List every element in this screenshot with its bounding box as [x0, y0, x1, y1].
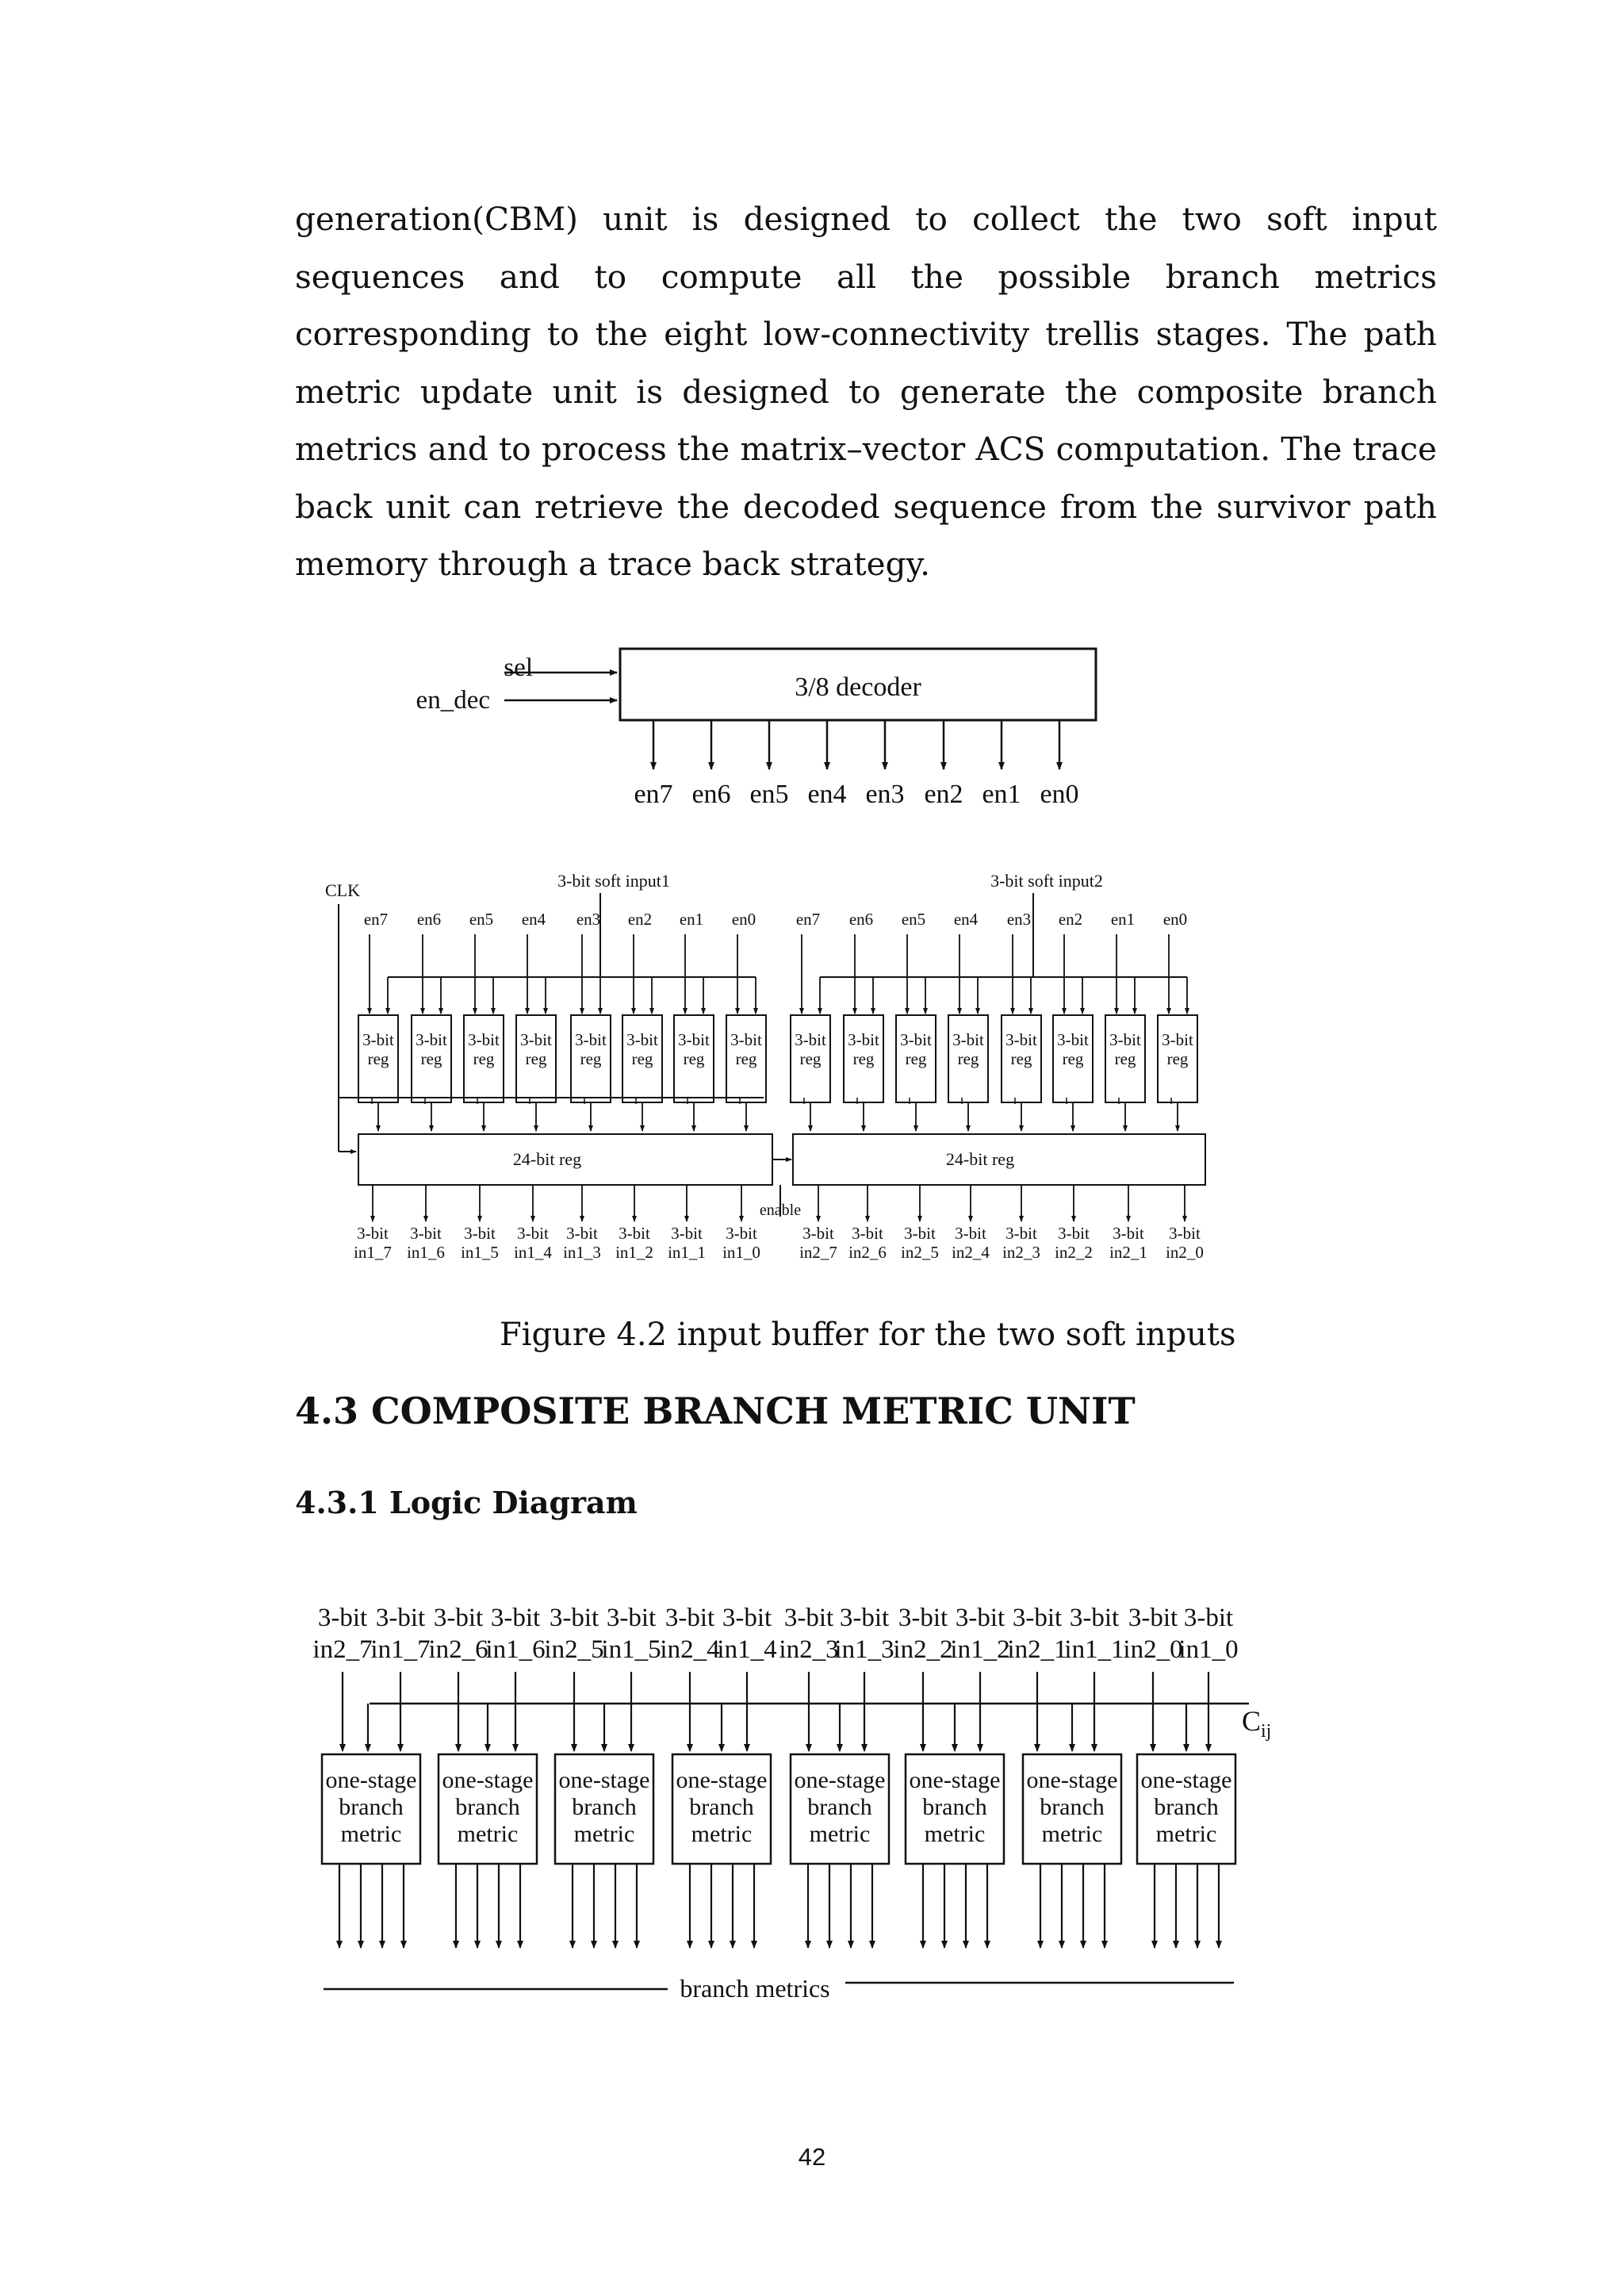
- reg-label-line1: 3-bit: [1109, 1030, 1141, 1049]
- cbm-input-label: in1_0: [1178, 1635, 1239, 1664]
- reg-label-line1: 3-bit: [575, 1030, 607, 1049]
- reg-label-line2: reg: [905, 1049, 927, 1068]
- reg-label-line1: 3-bit: [1005, 1030, 1037, 1049]
- decoder-output-label: en0: [1040, 780, 1079, 809]
- reg-label-line2: reg: [631, 1049, 653, 1068]
- enable-left-label: en6: [416, 910, 442, 929]
- enable-right-label: en3: [1006, 910, 1032, 929]
- cbm-input-label: in1_1: [1064, 1635, 1124, 1664]
- reg-label-line2: reg: [799, 1049, 822, 1068]
- decoder-output-label: en1: [982, 780, 1021, 809]
- reg-label-line2: reg: [1010, 1049, 1032, 1068]
- block-label-line3: metric: [340, 1821, 402, 1847]
- enable-left-label: en1: [679, 910, 704, 929]
- output-prefix: 3-bit: [1169, 1224, 1201, 1243]
- block-label-line3: metric: [457, 1821, 519, 1847]
- output-label-in1: in1_4: [514, 1243, 552, 1262]
- cbm-logic-diagram: [312, 1604, 1271, 2003]
- output-label-in1: in1_2: [615, 1243, 653, 1262]
- 24bit-reg-1-label: 24-bit reg: [512, 1149, 582, 1169]
- branch-metrics-label: branch metrics: [680, 1974, 830, 2003]
- cbm-input-label: in1_7: [370, 1635, 431, 1664]
- block-label-line2: branch: [922, 1794, 987, 1820]
- output-prefix: 3-bit: [1005, 1224, 1037, 1243]
- cbm-input-prefix: 3-bit: [606, 1604, 657, 1632]
- cbm-input-label: in2_1: [1007, 1635, 1067, 1664]
- reg-label-line1: 3-bit: [795, 1030, 826, 1049]
- group1-label: 3-bit soft input1: [557, 871, 670, 891]
- cbm-input-label: in2_3: [779, 1635, 839, 1664]
- block-label-line3: metric: [1155, 1821, 1217, 1847]
- reg-label-line2: reg: [580, 1049, 602, 1068]
- block-label-line2: branch: [689, 1794, 754, 1820]
- reg-label-line2: reg: [525, 1049, 547, 1068]
- block-label-line1: one-stage: [1140, 1767, 1232, 1793]
- block-label-line1: one-stage: [676, 1767, 768, 1793]
- output-prefix: 3-bit: [802, 1224, 834, 1243]
- reg-label-line1: 3-bit: [626, 1030, 658, 1049]
- 24bit-reg-2-label: 24-bit reg: [945, 1149, 1015, 1169]
- cbm-input-label: in2_0: [1123, 1635, 1183, 1664]
- enable-left-label: en3: [576, 910, 601, 929]
- decoder-label: 3/8 decoder: [795, 673, 921, 702]
- reg-label-line2: reg: [1114, 1049, 1136, 1068]
- reg-label-line1: 3-bit: [1057, 1030, 1089, 1049]
- output-prefix: 3-bit: [517, 1224, 549, 1243]
- output-label-in2: in2_5: [901, 1243, 939, 1262]
- cbm-input-prefix: 3-bit: [722, 1604, 772, 1632]
- page-number: 42: [798, 2143, 826, 2171]
- cbm-input-prefix: 3-bit: [1069, 1604, 1120, 1632]
- reg-label-line1: 3-bit: [900, 1030, 932, 1049]
- decoder-output-label: en7: [634, 780, 673, 809]
- reg-label-line2: reg: [473, 1049, 495, 1068]
- block-label-line3: metric: [573, 1821, 635, 1847]
- paragraph-line: corresponding to the eight low-connectivity trellis stages. The path: [295, 315, 1437, 353]
- decoder-output-label: en2: [924, 780, 963, 809]
- output-prefix: 3-bit: [955, 1224, 986, 1243]
- output-label-in2: in2_4: [952, 1243, 990, 1262]
- block-label-line1: one-stage: [558, 1767, 650, 1793]
- cbm-input-label: in1_6: [485, 1635, 546, 1664]
- block-label-line3: metric: [691, 1821, 753, 1847]
- output-label-in2: in2_1: [1109, 1243, 1147, 1262]
- paragraph-line: memory through a trace back strategy.: [295, 545, 930, 583]
- output-label-in1: in1_3: [563, 1243, 601, 1262]
- cij-label: $C_{ij}$: [1242, 1705, 1272, 1742]
- enable-left-label: en2: [627, 910, 653, 929]
- clk-label: CLK: [325, 880, 360, 900]
- cbm-input-prefix: 3-bit: [1183, 1604, 1234, 1632]
- output-label-in2: in2_7: [799, 1243, 837, 1262]
- cbm-input-label: in1_2: [950, 1635, 1010, 1664]
- paragraph-line: metrics and to process the matrix–vector ACS computation. The trace: [295, 430, 1437, 468]
- reg-label-line1: 3-bit: [468, 1030, 500, 1049]
- cbm-input-label: in2_7: [312, 1635, 373, 1664]
- output-prefix: 3-bit: [1058, 1224, 1090, 1243]
- block-label-line2: branch: [807, 1794, 872, 1820]
- cbm-input-prefix: 3-bit: [375, 1604, 426, 1632]
- output-prefix: 3-bit: [464, 1224, 496, 1243]
- cbm-input-label: in1_5: [601, 1635, 661, 1664]
- paragraph-line: back unit can retrieve the decoded sequence from the survivor path: [295, 487, 1437, 526]
- cbm-input-label: in2_6: [428, 1635, 488, 1664]
- section-heading: 4.3 COMPOSITE BRANCH METRIC UNIT: [295, 1389, 1136, 1432]
- enable-right-label: en4: [953, 910, 979, 929]
- block-label-line3: metric: [924, 1821, 986, 1847]
- decoder-output-label: en6: [691, 780, 731, 809]
- cbm-input-label: in1_4: [717, 1635, 777, 1664]
- cbm-input-prefix: 3-bit: [549, 1604, 599, 1632]
- block-label-line3: metric: [1041, 1821, 1103, 1847]
- block-label-line3: metric: [809, 1821, 871, 1847]
- sel-label: sel: [504, 654, 533, 682]
- output-prefix: 3-bit: [671, 1224, 703, 1243]
- output-label-in1: in1_5: [461, 1243, 499, 1262]
- cbm-input-prefix: 3-bit: [839, 1604, 890, 1632]
- enable-left-label: en7: [363, 910, 389, 929]
- cbm-input-label: in2_5: [544, 1635, 604, 1664]
- reg-label-line1: 3-bit: [362, 1030, 394, 1049]
- cbm-input-prefix: 3-bit: [898, 1604, 948, 1632]
- enable-right-label: en0: [1162, 910, 1188, 929]
- block-label-line2: branch: [572, 1794, 637, 1820]
- enable-right-label: en6: [848, 910, 874, 929]
- cbm-input-prefix: 3-bit: [783, 1604, 834, 1632]
- reg-label-line2: reg: [367, 1049, 389, 1068]
- enable-right-label: en5: [901, 910, 926, 929]
- output-label-in1: in1_1: [668, 1243, 706, 1262]
- cbm-input-prefix: 3-bit: [1012, 1604, 1063, 1632]
- figure-caption: Figure 4.2 input buffer for the two soft inputs: [500, 1317, 1236, 1353]
- cbm-input-prefix: 3-bit: [665, 1604, 715, 1632]
- enable-right-label: en1: [1110, 910, 1136, 929]
- reg-label-line2: reg: [735, 1049, 757, 1068]
- paragraph-line: sequences and to compute all the possible branch metrics: [295, 257, 1437, 296]
- block-label-line1: one-stage: [1026, 1767, 1118, 1793]
- output-prefix: 3-bit: [410, 1224, 442, 1243]
- enable-left-label: en0: [731, 910, 756, 929]
- cbm-input-prefix: 3-bit: [433, 1604, 484, 1632]
- cbm-input-label: in2_2: [893, 1635, 953, 1664]
- block-label-line1: one-stage: [794, 1767, 886, 1793]
- paragraph-line: metric update unit is designed to generate the composite branch: [295, 372, 1437, 411]
- reg-label-line1: 3-bit: [678, 1030, 710, 1049]
- enable-right-label: en2: [1058, 910, 1083, 929]
- en-dec-label: en_dec: [416, 686, 490, 715]
- block-label-line2: branch: [1040, 1794, 1105, 1820]
- reg-label-line2: reg: [683, 1049, 705, 1068]
- output-label-in2: in2_0: [1166, 1243, 1204, 1262]
- reg-label-line2: reg: [957, 1049, 979, 1068]
- block-label-line2: branch: [1154, 1794, 1219, 1820]
- reg-label-line1: 3-bit: [952, 1030, 984, 1049]
- output-prefix: 3-bit: [904, 1224, 936, 1243]
- output-label-in1: in1_0: [722, 1243, 760, 1262]
- block-label-line2: branch: [339, 1794, 404, 1820]
- output-prefix: 3-bit: [619, 1224, 650, 1243]
- output-prefix: 3-bit: [726, 1224, 757, 1243]
- input-buffer-diagram: [325, 871, 1205, 1262]
- output-label-in2: in2_6: [848, 1243, 887, 1262]
- output-label-in2: in2_2: [1055, 1243, 1093, 1262]
- cbm-input-prefix: 3-bit: [1128, 1604, 1178, 1632]
- enable-left-label: en4: [521, 910, 546, 929]
- cbm-input-prefix: 3-bit: [490, 1604, 541, 1632]
- block-label-line1: one-stage: [909, 1767, 1001, 1793]
- subsection-heading: 4.3.1 Logic Diagram: [295, 1485, 638, 1520]
- cbm-input-label: in1_3: [834, 1635, 894, 1664]
- paragraph-line: generation(CBM) unit is designed to collect the two soft input: [295, 200, 1437, 238]
- cbm-input-prefix: 3-bit: [955, 1604, 1005, 1632]
- output-label-in1: in1_7: [354, 1243, 392, 1262]
- decoder-diagram: [416, 649, 1096, 809]
- output-prefix: 3-bit: [1113, 1224, 1144, 1243]
- output-prefix: 3-bit: [357, 1224, 389, 1243]
- reg-label-line2: reg: [1062, 1049, 1084, 1068]
- enable-label: enable: [759, 1202, 802, 1219]
- output-prefix: 3-bit: [852, 1224, 883, 1243]
- reg-label-line2: reg: [852, 1049, 875, 1068]
- output-label-in2: in2_3: [1002, 1243, 1040, 1262]
- reg-label-line1: 3-bit: [1162, 1030, 1193, 1049]
- group2-label: 3-bit soft input2: [990, 871, 1103, 891]
- block-label-line2: branch: [455, 1794, 520, 1820]
- reg-label-line1: 3-bit: [520, 1030, 552, 1049]
- decoder-output-label: en4: [807, 780, 847, 809]
- output-prefix: 3-bit: [566, 1224, 598, 1243]
- decoder-output-label: en3: [865, 780, 905, 809]
- cbm-input-prefix: 3-bit: [317, 1604, 368, 1632]
- enable-left-label: en5: [469, 910, 494, 929]
- reg-label-line1: 3-bit: [416, 1030, 447, 1049]
- cbm-input-label: in2_4: [660, 1635, 720, 1664]
- block-label-line1: one-stage: [325, 1767, 417, 1793]
- decoder-output-label: en5: [749, 780, 789, 809]
- output-label-in1: in1_6: [407, 1243, 445, 1262]
- enable-right-label: en7: [795, 910, 821, 929]
- block-label-line1: one-stage: [442, 1767, 534, 1793]
- reg-label-line1: 3-bit: [848, 1030, 879, 1049]
- reg-label-line2: reg: [1166, 1049, 1189, 1068]
- reg-label-line1: 3-bit: [730, 1030, 762, 1049]
- reg-label-line2: reg: [420, 1049, 442, 1068]
